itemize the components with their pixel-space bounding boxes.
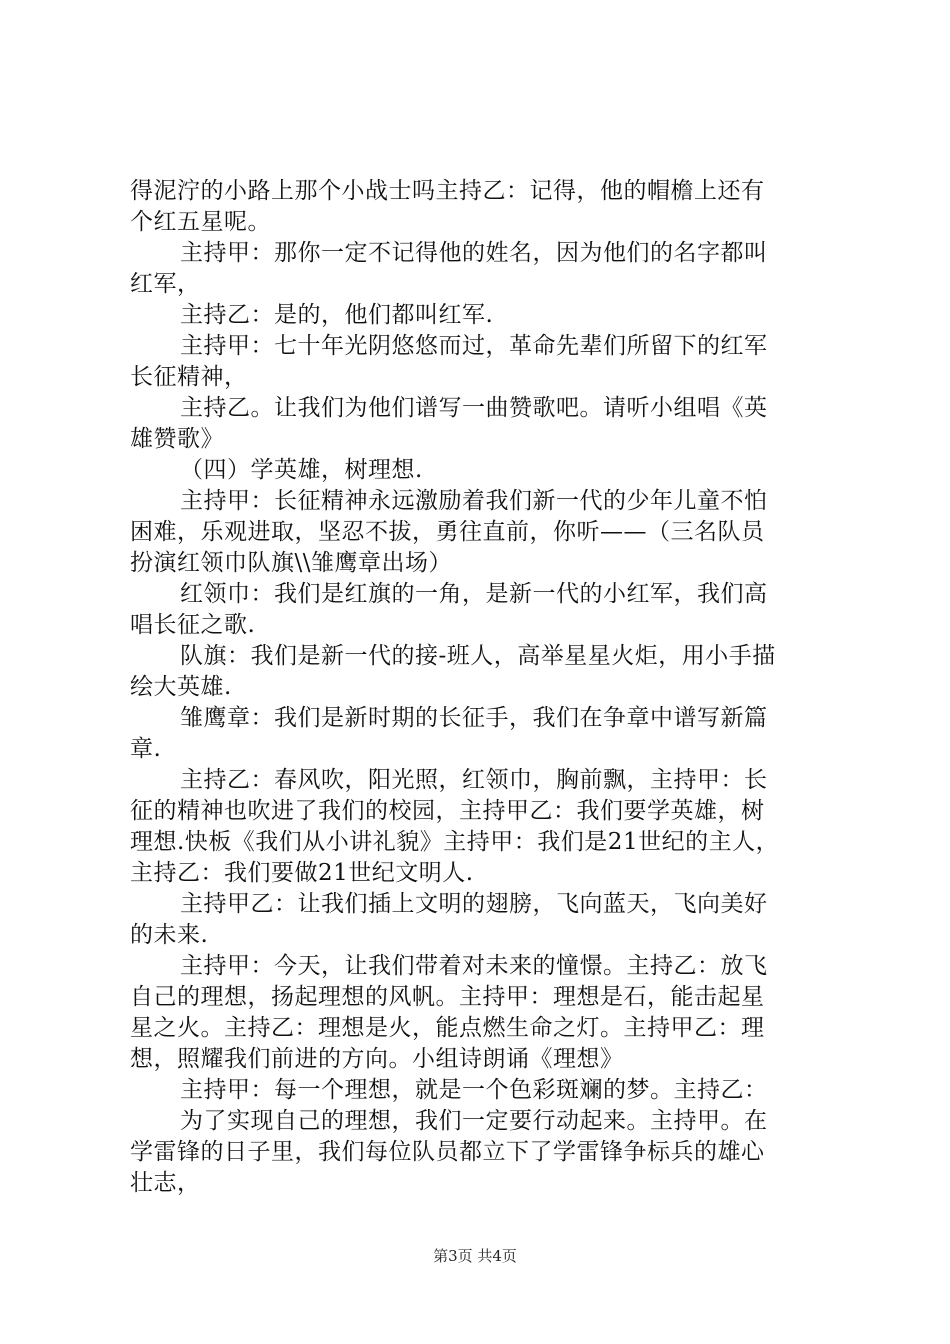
- text-line: 扮演红领巾队旗\\雏鹰章出场）: [130, 550, 452, 576]
- text-line: 雄赞歌》: [130, 426, 224, 452]
- text-line: 红军，: [130, 271, 201, 297]
- text-line: 主持甲：长征精神永远激励着我们新一代的少年儿童不怕: [180, 488, 768, 514]
- text-line: 主持甲：今天，让我们带着对未来的憧憬。主持乙：放飞: [180, 953, 768, 979]
- text-line: 主持甲：每一个理想，就是一个色彩斑斓的梦。主持乙：: [180, 1077, 768, 1103]
- text-line: 个红五星呢。: [130, 209, 271, 235]
- text-line: （四）学英雄，树理想.: [180, 457, 423, 483]
- text-line: 理想.快板《我们从小讲礼貌》主持甲：我们是21世纪的主人，: [130, 829, 780, 855]
- text-line: 长征精神，: [130, 364, 248, 390]
- text-line: 星之火。主持乙：理想是火，能点燃生命之灯。主持甲乙：理: [130, 1015, 765, 1041]
- text-line: 主持乙：春风吹，阳光照，红领巾，胸前飘，主持甲：长: [180, 767, 768, 793]
- text-line: 主持甲：那你一定不记得他的姓名，因为他们的名字都叫: [180, 240, 768, 266]
- text-line: 困难，乐观进取，坚忍不拔，勇往直前，你听——（三名队员: [130, 519, 765, 545]
- text-line: 雏鹰章：我们是新时期的长征手，我们在争章中谱写新篇: [180, 705, 768, 731]
- text-line: 想，照耀我们前进的方向。小组诗朗诵《理想》: [130, 1046, 624, 1072]
- text-line: 红领巾：我们是红旗的一角，是新一代的小红军，我们高: [180, 581, 768, 607]
- text-line: 章.: [130, 736, 162, 762]
- text-line: 队旗：我们是新一代的接-班人，高举星星火炬，用小手描: [180, 643, 776, 669]
- text-line: 学雷锋的日子里，我们每位队员都立下了学雷锋争标兵的雄心: [130, 1139, 765, 1165]
- text-line: 绘大英雄.: [130, 674, 232, 700]
- text-line: 唱长征之歌.: [130, 612, 256, 638]
- document-body: [130, 176, 835, 1199]
- text-line: 主持甲乙：让我们插上文明的翅膀，飞向蓝天，飞向美好: [180, 891, 768, 917]
- text-line: 征的精神也吹进了我们的校园，主持甲乙：我们要学英雄，树: [130, 798, 765, 824]
- text-line: 主持乙。让我们为他们谱写一曲赞歌吧。请听小组唱《英: [180, 395, 768, 421]
- text-line: 自己的理想，扬起理想的风帆。主持甲：理想是石，能击起星: [130, 984, 765, 1010]
- page-footer: [0, 1245, 950, 1266]
- text-line: 主持甲：七十年光阴悠悠而过，革命先辈们所留下的红军: [180, 333, 768, 359]
- page-number-label: 第3页 共4页: [433, 1247, 517, 1265]
- text-line: 的未来.: [130, 922, 209, 948]
- text-line: 主持乙：是的，他们都叫红军.: [180, 302, 494, 328]
- text-line: 得泥泞的小路上那个小战士吗主持乙：记得，他的帽檐上还有: [130, 178, 765, 204]
- text-line: 壮志，: [130, 1170, 201, 1196]
- text-line: 为了实现自己的理想，我们一定要行动起来。主持甲。在: [180, 1108, 768, 1134]
- text-line: 主持乙：我们要做21世纪文明人.: [130, 860, 474, 886]
